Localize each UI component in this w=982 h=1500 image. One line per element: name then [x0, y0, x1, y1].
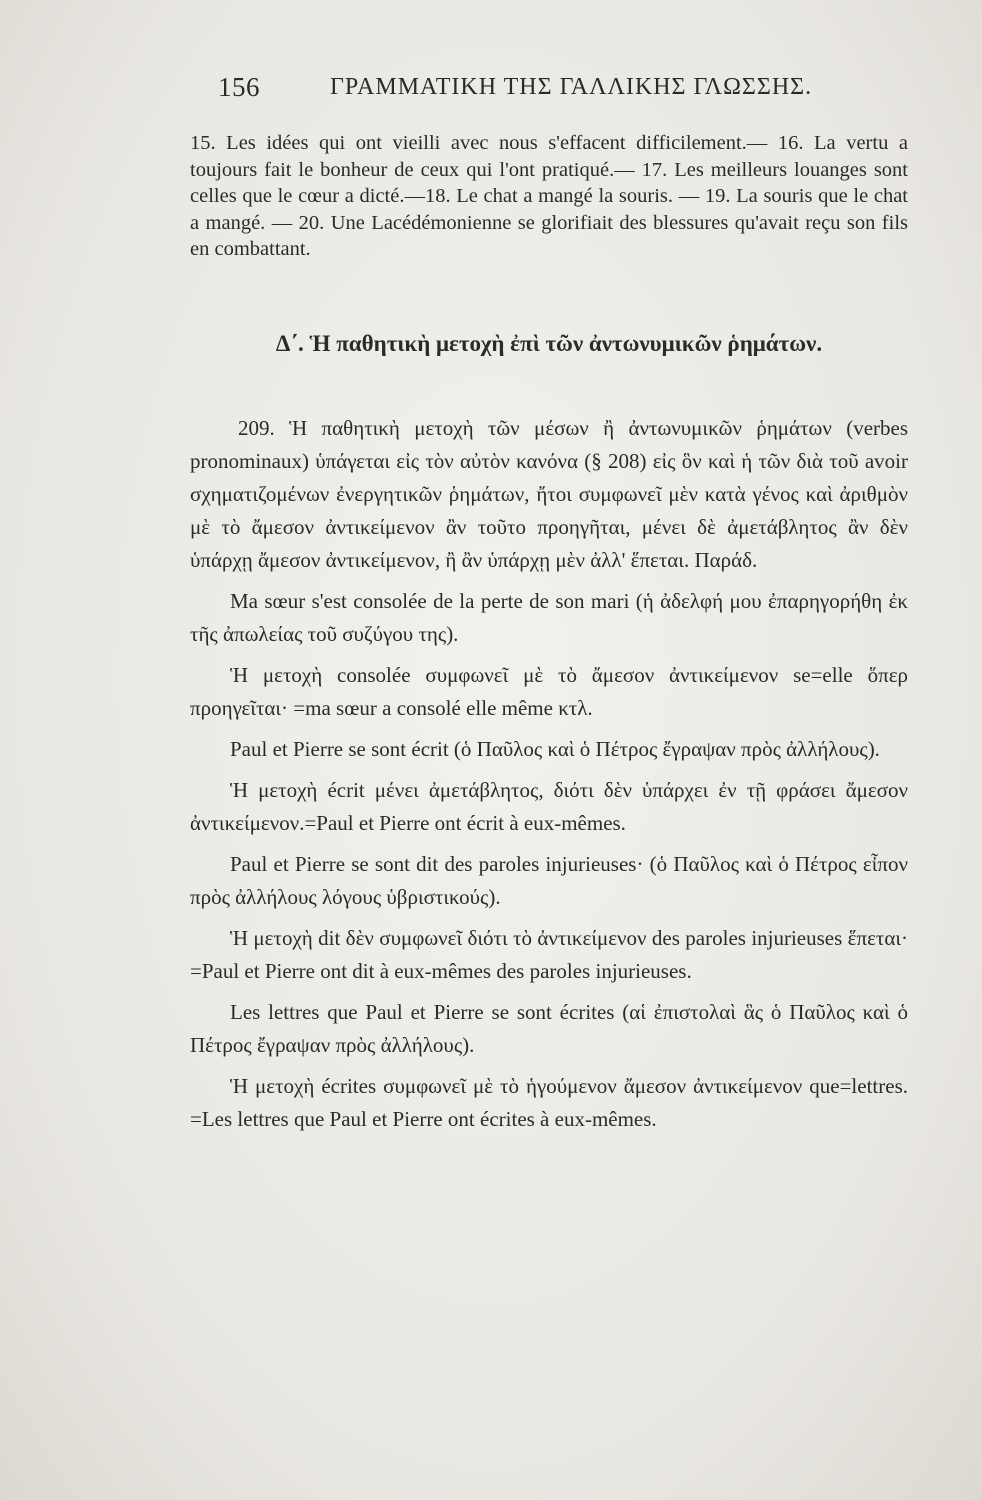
explanation-paragraph: Ἡ μετοχὴ écrit μένει ἀμετάβλητος, διότι δὲν ὑπάρχει ἐν τῇ φράσει ἄμεσον ἀντικείμενον.=Paul et Pierre ont écrit à eux-mêmes.: [190, 778, 908, 835]
example-paragraph: Les lettres que Paul et Pierre se sont écrites (αἱ ἐπιστολαὶ ἃς ὁ Παῦλος καὶ ὁ Πέτρος ἔγραψαν πρὸς ἀλλήλους).: [190, 1000, 908, 1057]
running-title: ΓΡΑΜΜΑΤΙΚΗ ΤΗΣ ΓΑΛΛΙΚΗΣ ΓΛΩΣΣΗΣ.: [330, 74, 813, 100]
explanation-paragraph: Ἡ μετοχὴ consolée συμφωνεῖ μὲ τὸ ἄμεσον ἀντικείμενον se=elle ὅπερ προηγεῖται· =ma sœur a consolé elle même κτλ.: [190, 663, 908, 720]
examples-block: [190, 130, 908, 263]
example-paragraph: Paul et Pierre se sont dit des paroles injurieuses· (ὁ Παῦλος καὶ ὁ Πέτρος εἶπον πρὸς ἀλλήλους λόγους ὑβριστικούς).: [190, 852, 908, 909]
section-body: [190, 412, 908, 1144]
examples-paragraph: 15. Les idées qui ont vieilli avec nous s'effacent difficilement.— 16. La vertu a toujours fait le bonheur de ceux qui l'ont pratiqué.— 17. Les meilleurs louanges sont celles que le cœur a dicté.—18. Le chat a mangé la souris. — 19. La souris que le chat a mangé. — 20. Une Lacédémonienne se glorifiait des blessures qu'avait reçu son fils en combattant.: [190, 132, 908, 260]
section-heading: Δ΄. Ἡ παθητικὴ μετοχὴ ἐπὶ τῶν ἀντωνυμικῶν ῥημάτων.: [275, 331, 823, 356]
page-number: 156: [218, 72, 260, 102]
rule-paragraph: 209. Ἡ παθητικὴ μετοχὴ τῶν μέσων ἢ ἀντωνυμικῶν ῥημάτων (verbes pronominaux) ὑπάγεται εἰς τὸν αὐτὸν κανόνα (§ 208) εἰς ὃν καὶ ἡ τῶν διὰ τοῦ avoir σχηματιζομένων ἐνεργητικῶν ῥημάτων, ἤτοι συμφωνεῖ μὲν κατὰ γένος καὶ ἀριθμὸν μὲ τὸ ἄμεσον ἀντικείμενον ἂν τοῦτο προηγῆται, μένει δὲ ἀμετάβλητος ἂν δὲν ὑπάρχῃ ἄμεσον ἀντικείμενον, ἢ ἂν ὑπάρχῃ μὲν ἀλλ' ἕπεται. Παράδ.: [190, 416, 908, 572]
explanation-paragraph: Ἡ μετοχὴ dit δὲν συμφωνεῖ διότι τὸ ἀντικείμενον des paroles injurieuses ἕπεται· =Paul et Pierre ont dit à eux-mêmes des paroles injurieuses.: [190, 926, 908, 983]
example-paragraph: Ma sœur s'est consolée de la perte de son mari (ἡ ἀδελφή μου ἐπαρηγορήθη ἐκ τῆς ἀπωλείας τοῦ συζύγου της).: [190, 589, 908, 646]
explanation-paragraph: Ἡ μετοχὴ écrites συμφωνεῖ μὲ τὸ ἡγούμενον ἄμεσον ἀντικείμενον que=lettres. =Les lettres que Paul et Pierre ont écrites à eux-mêmes.: [190, 1074, 908, 1131]
example-paragraph: Paul et Pierre se sont écrit (ὁ Παῦλος καὶ ὁ Πέτρος ἔγραψαν πρὸς ἀλλήλους).: [230, 737, 880, 761]
